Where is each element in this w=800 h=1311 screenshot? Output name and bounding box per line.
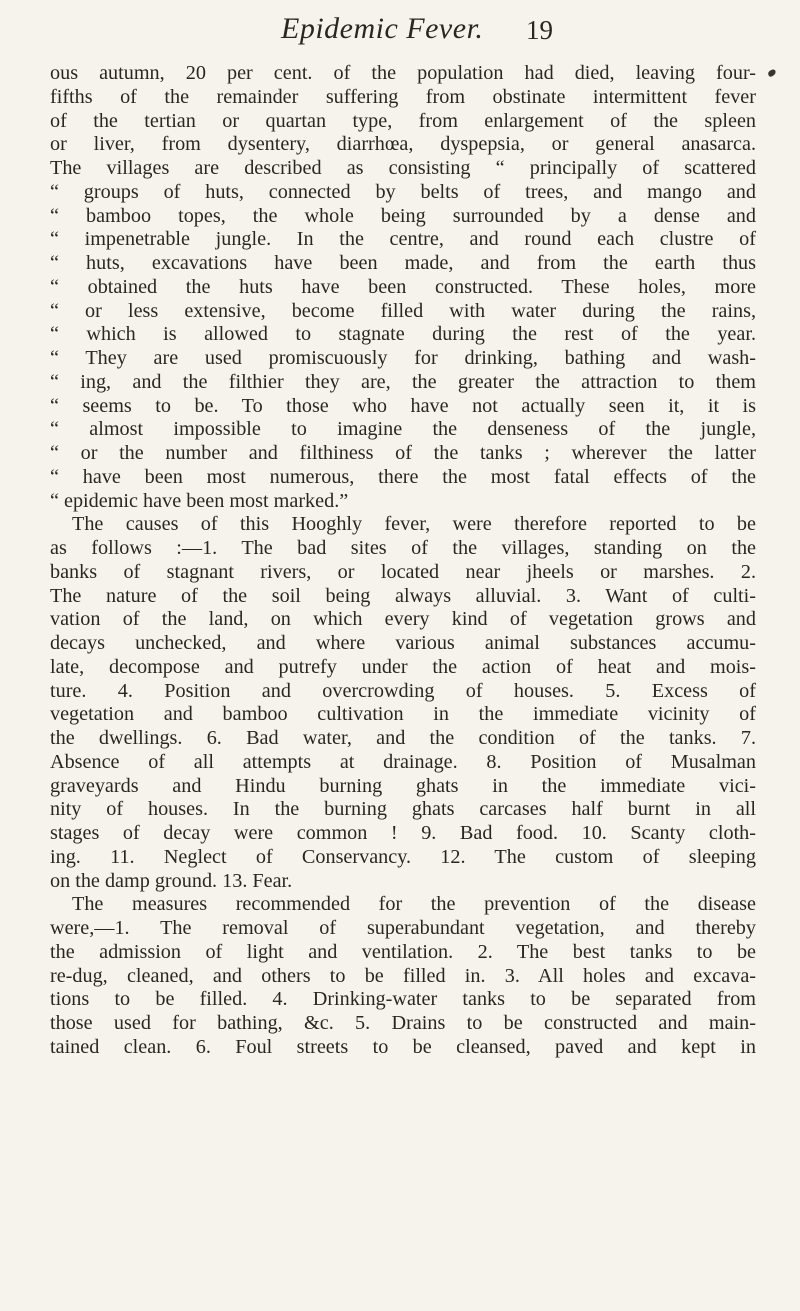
text-line: “ epidemic have been most marked.”	[50, 489, 349, 512]
text-line: as follows :—1. The bad sites of the villages, standing on the	[50, 537, 756, 559]
text-line: or liver, from dysentery, diarrhœa, dyspepsia, or general anasarca.	[50, 133, 756, 156]
body-text	[50, 62, 756, 1060]
text-line: The causes of this Hooghly fever, were therefore reported to be	[72, 513, 756, 536]
text-line: “ or the number and filthiness of the tanks ; wherever the latter	[50, 442, 756, 464]
text-line: “ have been most numerous, there the most fatal effects of the	[50, 465, 756, 488]
text-line: The nature of the soil being always alluvial. 3. Want of culti-	[50, 584, 756, 607]
text-line: decays unchecked, and where various animal substances accumu-	[50, 632, 756, 654]
text-line: vegetation and bamboo cultivation in the immediate vicinity of	[50, 703, 756, 726]
print-speck-mark	[767, 69, 777, 78]
text-line: nity of houses. In the burning ghats carcases half burnt in all	[50, 798, 756, 821]
text-line: “ huts, excavations have been made, and from the earth thus	[50, 252, 756, 274]
text-line: “ or less extensive, become filled with water during the rains,	[50, 299, 756, 322]
text-line: ing. 11. Neglect of Conservancy. 12. The custom of sleeping	[50, 845, 756, 868]
text-line: “ groups of huts, connected by belts of trees, and mango and	[50, 180, 756, 203]
text-line: banks of stagnant rivers, or located near jheels or marshes. 2.	[50, 560, 756, 583]
text-line: those used for bathing, &c. 5. Drains to be constructed and main-	[50, 1012, 756, 1034]
page-number: 19	[526, 15, 553, 45]
text-line: The villages are described as consisting “ principally of scattered	[50, 157, 756, 179]
text-line: the dwellings. 6. Bad water, and the condition of the tanks. 7.	[50, 727, 756, 749]
text-line: tained clean. 6. Foul streets to be cleansed, paved and kept in	[50, 1035, 756, 1058]
text-line: “ They are used promiscuously for drinking, bathing and wash-	[50, 347, 756, 369]
text-line: Absence of all attempts at drainage. 8. Position of Musalman	[50, 750, 756, 773]
text-line: the admission of light and ventilation. 2. The best tanks to be	[50, 940, 756, 963]
text-line: ous autumn, 20 per cent. of the population had died, leaving four-	[50, 62, 756, 84]
text-line: fifths of the remainder suffering from obstinate intermittent fever	[50, 85, 756, 108]
text-line: were,—1. The removal of superabundant vegetation, and thereby	[50, 917, 756, 939]
text-line: re-dug, cleaned, and others to be filled in. 3. All holes and excava-	[50, 964, 756, 987]
text-line: stages of decay were common ! 9. Bad food. 10. Scanty cloth-	[50, 822, 756, 844]
text-line: “ obtained the huts have been constructed. These holes, more	[50, 275, 756, 298]
text-line: “ bamboo topes, the whole being surrounded by a dense and	[50, 204, 756, 227]
text-line: vation of the land, on which every kind of vegetation grows and	[50, 608, 756, 631]
text-line: tions to be filled. 4. Drinking-water tanks to be separated from	[50, 988, 756, 1011]
text-line: “ almost impossible to imagine the denseness of the jungle,	[50, 418, 756, 441]
text-line: “ which is allowed to stagnate during the rest of the year.	[50, 323, 756, 346]
running-head	[0, 12, 800, 52]
text-line: graveyards and Hindu burning ghats in the immediate vici-	[50, 774, 756, 797]
text-line: late, decompose and putrefy under the action of heat and mois-	[50, 655, 756, 678]
text-line: “ seems to be. To those who have not actually seen it, it is	[50, 394, 756, 417]
text-line: The measures recommended for the prevention of the disease	[72, 893, 756, 916]
text-line: of the tertian or quartan type, from enlargement of the spleen	[50, 109, 756, 132]
running-title: Epidemic Fever.	[281, 12, 484, 45]
text-line: “ ing, and the filthier they are, the greater the attraction to them	[50, 370, 756, 393]
text-line: on the damp ground. 13. Fear.	[50, 869, 293, 892]
text-line: ture. 4. Position and overcrowding of houses. 5. Excess of	[50, 679, 756, 702]
text-line: “ impenetrable jungle. In the centre, and round each clustre of	[50, 228, 756, 251]
